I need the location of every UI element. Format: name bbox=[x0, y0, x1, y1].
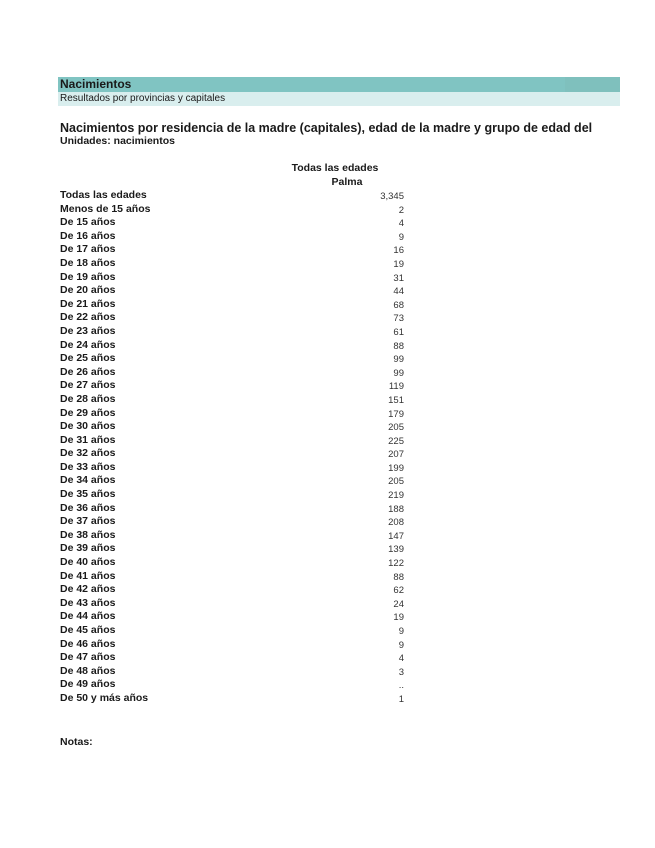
table-row bbox=[60, 447, 406, 461]
table-row bbox=[60, 515, 406, 529]
row-label: De 49 años bbox=[60, 678, 116, 691]
row-value: 68 bbox=[393, 299, 404, 311]
row-value: 9 bbox=[398, 639, 404, 651]
row-label: De 44 años bbox=[60, 610, 116, 623]
table-row bbox=[60, 692, 406, 706]
row-value: .. bbox=[398, 680, 404, 692]
table-row bbox=[60, 298, 406, 312]
table-row bbox=[60, 583, 406, 597]
table-row bbox=[60, 420, 406, 434]
row-value: 147 bbox=[388, 530, 404, 542]
row-value: 205 bbox=[388, 476, 404, 488]
table-row bbox=[60, 284, 406, 298]
row-label: De 38 años bbox=[60, 528, 116, 541]
row-label: Todas las edades bbox=[60, 189, 147, 201]
table-row bbox=[60, 325, 406, 339]
row-value: 99 bbox=[393, 367, 404, 379]
table-row bbox=[60, 678, 406, 692]
row-label: De 36 años bbox=[60, 501, 116, 514]
row-value: 1 bbox=[398, 693, 404, 705]
table-row bbox=[60, 203, 406, 217]
table-row bbox=[60, 474, 406, 488]
row-value: 4 bbox=[398, 218, 404, 230]
row-label: De 20 años bbox=[60, 284, 116, 297]
row-value: 219 bbox=[388, 490, 404, 502]
row-label: De 47 años bbox=[60, 651, 116, 664]
row-label: De 37 años bbox=[60, 515, 116, 528]
table-row bbox=[60, 624, 406, 638]
table-row bbox=[60, 665, 406, 679]
row-value: 73 bbox=[393, 313, 404, 325]
row-value: 188 bbox=[388, 503, 404, 515]
row-value: 44 bbox=[393, 286, 404, 298]
table-row bbox=[60, 243, 406, 257]
column-header-city: Palma bbox=[331, 176, 363, 188]
table-row bbox=[60, 407, 406, 421]
table-units: Unidades: nacimientos bbox=[60, 135, 175, 147]
row-value: 4 bbox=[398, 653, 404, 665]
row-label: De 39 años bbox=[60, 542, 116, 555]
row-value: 205 bbox=[388, 422, 404, 434]
row-label: De 35 años bbox=[60, 488, 116, 501]
row-value: 16 bbox=[393, 245, 404, 257]
row-label: De 45 años bbox=[60, 624, 116, 636]
table-row bbox=[60, 393, 406, 407]
row-value: 62 bbox=[393, 585, 404, 597]
row-value: 3,345 bbox=[380, 191, 404, 202]
row-value: 88 bbox=[393, 571, 404, 583]
row-value: 31 bbox=[393, 272, 404, 284]
table-row bbox=[60, 189, 406, 203]
table-row bbox=[60, 638, 406, 652]
row-label: De 48 años bbox=[60, 664, 116, 677]
table-row bbox=[60, 651, 406, 665]
row-label: De 31 años bbox=[60, 433, 116, 446]
row-label: De 50 y más años bbox=[60, 691, 149, 704]
row-label: De 23 años bbox=[60, 324, 116, 337]
row-label: De 33 años bbox=[60, 460, 116, 473]
row-value: 24 bbox=[393, 598, 404, 610]
table-row bbox=[60, 461, 406, 475]
row-value: 2 bbox=[398, 204, 404, 216]
row-label: De 43 años bbox=[60, 596, 116, 609]
table-row bbox=[60, 556, 406, 570]
row-value: 139 bbox=[388, 544, 404, 556]
row-label: De 24 años bbox=[60, 338, 116, 351]
table-row bbox=[60, 502, 406, 516]
row-label: De 27 años bbox=[60, 379, 116, 392]
row-label: De 17 años bbox=[60, 243, 116, 256]
table-row bbox=[60, 488, 406, 502]
row-value: 19 bbox=[393, 258, 404, 270]
row-value: 179 bbox=[388, 408, 404, 420]
row-value: 88 bbox=[393, 340, 404, 352]
row-value: 3 bbox=[398, 666, 404, 678]
row-label: De 16 años bbox=[60, 229, 116, 242]
table-row bbox=[60, 366, 406, 380]
row-label: De 18 años bbox=[60, 256, 116, 269]
report-subtitle: Resultados por provincias y capitales bbox=[60, 93, 226, 104]
row-label: De 19 años bbox=[60, 270, 116, 283]
notes-label: Notas: bbox=[60, 736, 93, 748]
row-label: De 25 años bbox=[60, 352, 116, 365]
table-row bbox=[60, 434, 406, 448]
row-label: De 21 años bbox=[60, 297, 116, 310]
report-subtitle-band bbox=[58, 92, 620, 106]
table-row bbox=[60, 230, 406, 244]
row-value: 207 bbox=[388, 449, 404, 461]
row-label: De 42 años bbox=[60, 583, 116, 596]
table-row bbox=[60, 542, 406, 556]
title-band-extension bbox=[565, 77, 620, 92]
table-title: Nacimientos por residencia de la madre (capitales), edad de la madre y grupo de edad del bbox=[60, 121, 593, 135]
row-value: 61 bbox=[393, 326, 404, 338]
table-row bbox=[60, 379, 406, 393]
row-label: De 15 años bbox=[60, 216, 116, 229]
data-table bbox=[60, 189, 406, 706]
table-row bbox=[60, 570, 406, 584]
table-row bbox=[60, 257, 406, 271]
row-label: De 34 años bbox=[60, 474, 116, 487]
table-row bbox=[60, 271, 406, 285]
row-label: De 32 años bbox=[60, 447, 116, 460]
row-value: 19 bbox=[393, 612, 404, 624]
table-row bbox=[60, 311, 406, 325]
row-label: Menos de 15 años bbox=[60, 202, 151, 215]
table-row bbox=[60, 529, 406, 543]
table-row bbox=[60, 216, 406, 230]
row-value: 9 bbox=[398, 231, 404, 243]
row-value: 199 bbox=[388, 462, 404, 474]
table-row bbox=[60, 352, 406, 366]
row-label: De 40 años bbox=[60, 556, 116, 569]
row-label: De 28 años bbox=[60, 392, 116, 405]
row-label: De 26 años bbox=[60, 365, 116, 378]
row-value: 122 bbox=[388, 558, 404, 570]
row-value: 99 bbox=[393, 354, 404, 366]
column-header-age-group: Todas las edades bbox=[291, 162, 379, 174]
row-value: 119 bbox=[388, 381, 404, 393]
row-label: De 22 años bbox=[60, 311, 116, 324]
row-label: De 46 años bbox=[60, 637, 116, 650]
row-value: 9 bbox=[398, 626, 404, 637]
table-row bbox=[60, 610, 406, 624]
row-label: De 41 años bbox=[60, 569, 116, 582]
row-label: De 29 años bbox=[60, 406, 116, 419]
row-value: 208 bbox=[388, 517, 404, 529]
row-label: De 30 años bbox=[60, 420, 116, 433]
report-title: Nacimientos bbox=[60, 77, 132, 91]
table-row bbox=[60, 339, 406, 353]
table-row bbox=[60, 597, 406, 611]
row-value: 225 bbox=[388, 435, 404, 447]
row-value: 151 bbox=[388, 394, 404, 406]
report-title-band bbox=[58, 77, 620, 92]
